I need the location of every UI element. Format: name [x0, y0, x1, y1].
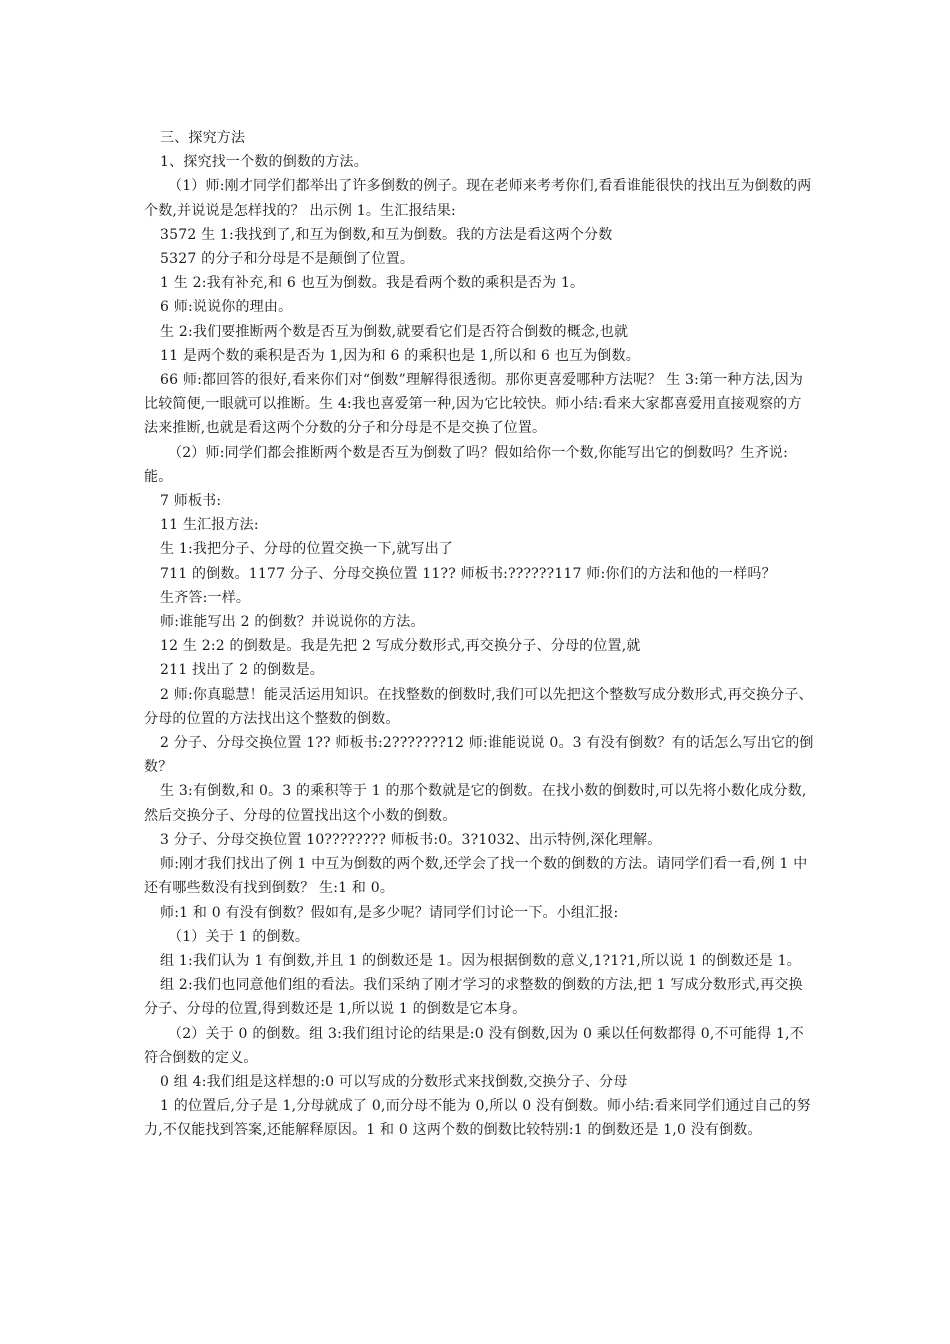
paragraph: 3572 生 1:我找到了,和互为倒数,和互为倒数。我的方法是看这两个分数 [160, 226, 613, 243]
paragraph: 211 找出了 2 的倒数是。 [160, 662, 324, 679]
paragraph: 11 生汇报方法: [160, 517, 259, 534]
subsection-heading: 1、探究找一个数的倒数的方法。 [160, 154, 368, 171]
paragraph: 组 2:我们也同意他们组的看法。我们采纳了刚才学习的求整数的倒数的方法,把 1 写成分数形式,再交换分子、分母的位置,得到数还是 1,所以说 1 的倒数是它本身。 [144, 977, 803, 1018]
paragraph: 3 分子、分母交换位置 10???????? 师板书:0。3?1032、出示特例,深化理解。 [160, 831, 662, 848]
paragraph: 师:1 和 0 有没有倒数？假如有,是多少呢？请同学们讨论一下。小组汇报: [160, 904, 619, 921]
paragraph: （2）关于 0 的倒数。组 3:我们组讨论的结果是:0 没有倒数,因为 0 乘以任何数都得 0,不可能得 1,不符合倒数的定义。 [144, 1025, 804, 1066]
document-body [144, 126, 814, 1143]
paragraph: （1）关于 1 的倒数。 [168, 928, 310, 945]
paragraph: （2）师:同学们都会推断两个数是否互为倒数了吗？假如给你一个数,你能写出它的倒数吗？生齐说:能。 [144, 444, 788, 485]
paragraph: 7 师板书: [160, 493, 222, 510]
paragraph: 5327 的分子和分母是不是颠倒了位置。 [160, 251, 415, 268]
paragraph: 11 是两个数的乘积是否为 1,因为和 6 的乘积也是 1,所以和 6 也互为倒数。 [160, 347, 640, 364]
paragraph: （1）师:刚才同学们都举出了许多倒数的例子。现在老师来考考你们,看看谁能很快的找出互为倒数的两个数,并说说是怎样找的？ 出示例 1。生汇报结果: [144, 178, 812, 219]
paragraph: 1 生 2:我有补充,和 6 也互为倒数。我是看两个数的乘积是否为 1。 [160, 275, 585, 292]
paragraph: 生 3:有倒数,和 0。3 的乘积等于 1 的那个数就是它的倒数。在找小数的倒数时,可以先将小数化成分数,然后交换分子、分母的位置找出这个小数的倒数。 [144, 783, 807, 824]
section-heading: 三、探究方法 [160, 130, 246, 146]
paragraph: 2 师:你真聪慧！能灵活运用知识。在找整数的倒数时,我们可以先把这个整数写成分数形式,再交换分子、分母的位置的方法找出这个整数的倒数。 [144, 686, 813, 727]
paragraph: 0 组 4:我们组是这样想的:0 可以写成的分数形式来找倒数,交换分子、分母 [160, 1073, 628, 1090]
paragraph: 师:谁能写出 2 的倒数？并说说你的方法。 [160, 614, 425, 631]
paragraph: 66 师:都回答的很好,看来你们对“倒数”理解得很透彻。那你更喜爱哪种方法呢？ 生 3:第一种方法,因为比较简便,一眼就可以推断。生 4:我也喜爱第一种,因为它比较快。师小结:看来大家都喜爱用直接观察的方法来推断,也就是看这两个分数的分子和分母是不是交换了位置。 [144, 372, 804, 437]
paragraph: 组 1:我们认为 1 有倒数,并且 1 的倒数还是 1。因为根据倒数的意义,1?1?1,所以说 1 的倒数还是 1。 [160, 952, 801, 969]
paragraph: 6 师:说说你的理由。 [160, 299, 293, 316]
paragraph: 生 1:我把分子、分母的位置交换一下,就写出了 [160, 541, 454, 558]
paragraph: 711 的倒数。1177 分子、分母交换位置 11?? 师板书:??????117 师:你们的方法和他的一样吗？ [160, 565, 776, 582]
paragraph: 1 的位置后,分子是 1,分母就成了 0,而分母不能为 0,所以 0 没有倒数。师小结:看来同学们通过自己的努力,不仅能找到答案,还能解释原因。1 和 0 这两个数的倒数比较特别:1 的倒数还是 1,0 没有倒数。 [144, 1098, 811, 1139]
paragraph: 生齐答:一样。 [160, 589, 251, 606]
paragraph: 生 2:我们要推断两个数是否互为倒数,就要看它们是否符合倒数的概念,也就 [160, 323, 629, 340]
paragraph: 2 分子、分母交换位置 1?? 师板书:2???????12 师:谁能说说 0。3 有没有倒数？有的话怎么写出它的倒数？ [144, 735, 814, 776]
paragraph: 12 生 2:2 的倒数是。我是先把 2 写成分数形式,再交换分子、分母的位置,就 [160, 638, 641, 655]
paragraph: 师:刚才我们找出了例 1 中互为倒数的两个数,还学会了找一个数的倒数的方法。请同学们看一看,例 1 中还有哪些数没有找到倒数？ 生:1 和 0。 [144, 856, 808, 897]
